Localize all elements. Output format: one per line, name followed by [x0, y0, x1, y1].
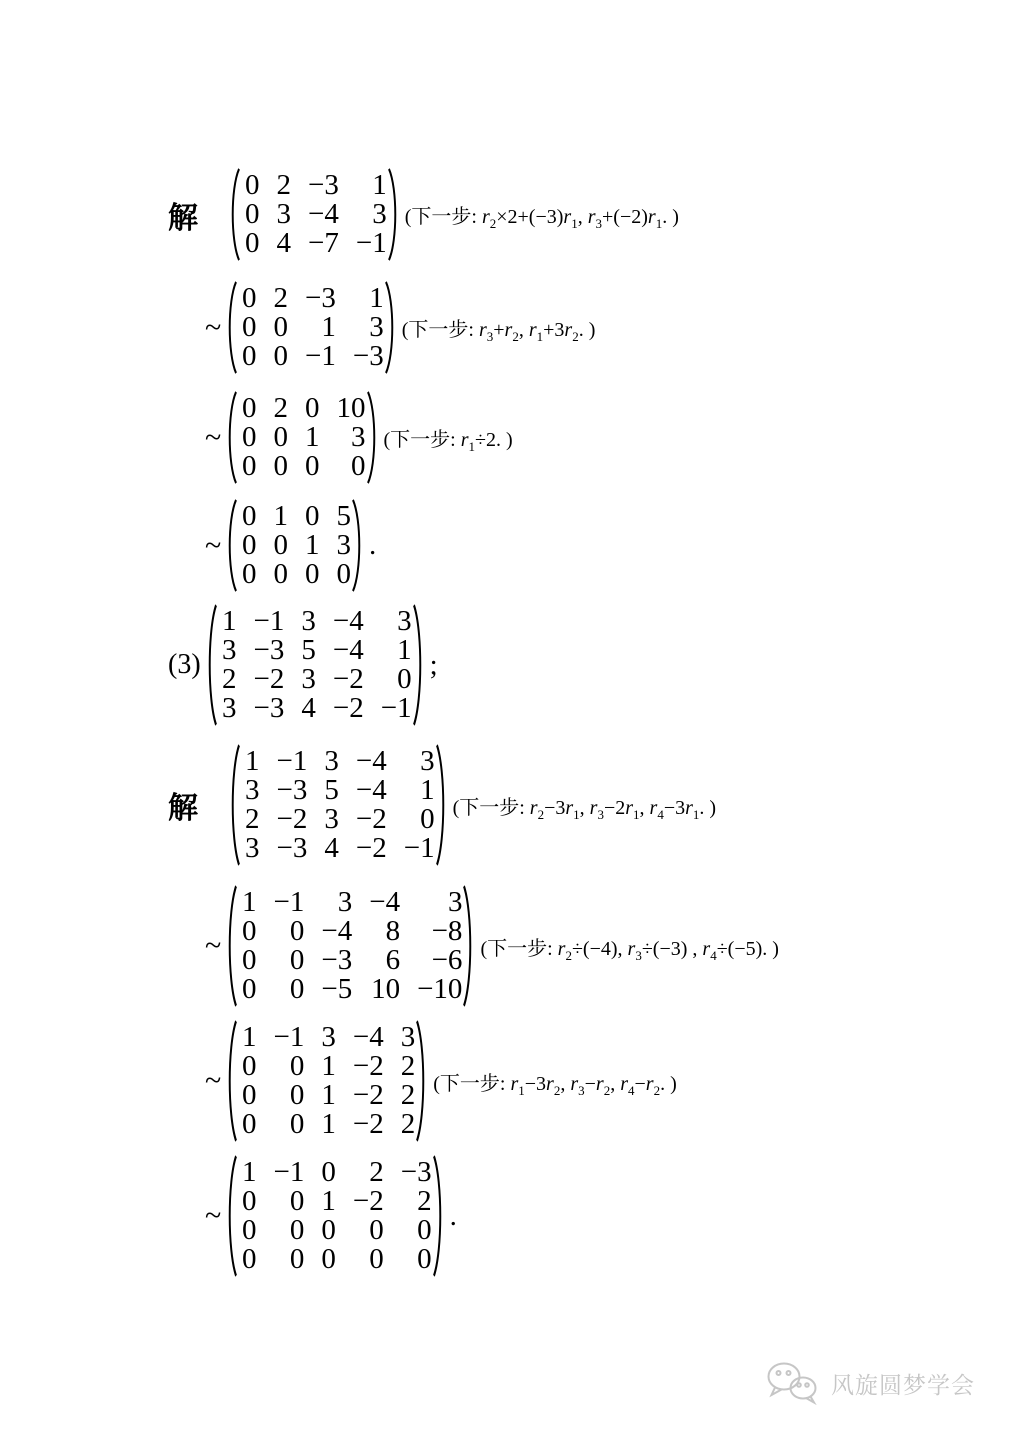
matrix-cell: −10	[417, 973, 463, 1005]
matrix-cell: 0	[305, 500, 320, 532]
solution-step	[168, 168, 1011, 261]
matrix-cell: 0	[242, 421, 257, 453]
matrix-cell: 3	[397, 605, 412, 637]
matrix-cell: −2	[352, 1185, 384, 1217]
matrix-cell: 3	[301, 663, 316, 695]
matrix-right-paren-icon	[351, 499, 364, 592]
matrix-cell: 0	[242, 529, 257, 561]
matrix-cell: 0	[242, 1185, 257, 1217]
matrix-cell: 0	[397, 663, 412, 695]
matrix-cell: 3	[321, 1021, 336, 1053]
matrix-cell: 3	[420, 745, 435, 777]
matrix-cell: 1	[321, 1108, 336, 1140]
matrix	[225, 1155, 445, 1277]
matrix-cell: 3	[372, 198, 387, 230]
matrix-left-paren-icon	[225, 1155, 238, 1277]
matrix-cell: 0	[417, 1214, 432, 1246]
matrix-cell: 1	[321, 1185, 336, 1217]
matrix-cell: 1	[273, 500, 288, 532]
matrix-cell: 0	[245, 169, 260, 201]
matrix-cell: 1	[242, 1156, 257, 1188]
matrix-cell: −1	[380, 692, 412, 724]
matrix-cell: 0	[369, 1243, 384, 1275]
matrix-left-paren-icon	[225, 391, 238, 484]
tilde-operator: ~	[205, 1064, 222, 1097]
solution-step	[205, 499, 1011, 592]
matrix-left-paren-icon	[228, 744, 241, 866]
matrix-cell: 1	[397, 634, 412, 666]
solution-step	[168, 604, 1011, 726]
matrix-cell: −1	[355, 227, 387, 259]
matrix	[205, 604, 425, 726]
matrix-cell: 1	[242, 1021, 257, 1053]
matrix-cell: 0	[273, 450, 288, 482]
matrix-left-paren-icon	[228, 168, 241, 261]
matrix-cell: −2	[352, 1050, 384, 1082]
matrix-cell: 0	[242, 1050, 257, 1082]
matrix-cell: −3	[305, 282, 336, 314]
matrix-right-paren-icon	[366, 391, 379, 484]
matrix-cell: 0	[242, 500, 257, 532]
matrix-cell: 0	[321, 1214, 336, 1246]
matrix-cell: 0	[321, 1156, 336, 1188]
matrix-cell: −2	[355, 832, 387, 864]
matrix-cell: 0	[242, 1243, 257, 1275]
matrix-cell: 1	[222, 605, 237, 637]
matrix-cell: 3	[324, 745, 339, 777]
matrix-cell: 0	[273, 311, 288, 343]
matrix-cell: 2	[273, 282, 288, 314]
matrix-right-paren-icon	[432, 1155, 445, 1277]
tilde-operator: ~	[205, 420, 222, 454]
matrix-cell: 0	[420, 803, 435, 835]
matrix-cell: 1	[305, 421, 320, 453]
solution-step	[168, 744, 1011, 866]
matrix-cell: 0	[305, 392, 320, 424]
matrix-cell: 2	[222, 663, 237, 695]
matrix-cell: 3	[301, 605, 316, 637]
matrix-cell: −4	[355, 774, 387, 806]
matrix-cell: 3	[337, 886, 353, 918]
matrix-cell: −6	[431, 944, 463, 976]
matrix-cell: −3	[400, 1156, 432, 1188]
matrix-cell: 0	[242, 282, 257, 314]
matrix-cell: 5	[324, 774, 339, 806]
matrix-right-paren-icon	[415, 1020, 428, 1142]
matrix-cell: 2	[245, 803, 260, 835]
matrix-cell: −2	[355, 803, 387, 835]
matrix-cell: 0	[273, 529, 288, 561]
matrix-cell: −8	[431, 915, 463, 947]
matrix-cell: 2	[400, 1079, 416, 1111]
matrix-cell: 2	[400, 1108, 416, 1140]
matrix-cell: 5	[336, 500, 351, 532]
matrix-cell: 0	[242, 973, 257, 1005]
matrix-cell: 1	[321, 1050, 336, 1082]
matrix-cell: 0	[289, 1050, 305, 1082]
matrix-cell: 3	[276, 198, 291, 230]
matrix-cell: −1	[273, 1156, 305, 1188]
matrix-cell: 0	[369, 1214, 384, 1246]
matrix-cell: 0	[321, 1243, 336, 1275]
matrix-cell: −2	[352, 1108, 384, 1140]
step-tail: .	[449, 1199, 457, 1232]
matrix-cell: 0	[245, 227, 260, 259]
matrix-cell: 0	[417, 1243, 432, 1275]
matrix-cell: 0	[242, 1108, 257, 1140]
matrix-cell: 0	[289, 973, 305, 1005]
matrix-cell: 1	[420, 774, 435, 806]
matrix-cell: 10	[336, 392, 366, 424]
matrix-grid	[238, 1155, 432, 1277]
step-annotation: (下一步: $r_2\times 2+(-3)r_1$, $r_3+(-2)r_1$. )	[404, 206, 679, 231]
item-number: (3)	[168, 649, 201, 680]
step-annotation: (下一步: $r_3+r_2$, $r_1+3r_2$. )	[401, 319, 596, 344]
matrix-left-paren-icon	[225, 885, 238, 1007]
matrix	[228, 168, 400, 261]
matrix-right-paren-icon	[387, 168, 400, 261]
matrix-cell: 1	[245, 745, 260, 777]
matrix-cell: 1	[242, 886, 257, 918]
matrix-cell: −4	[321, 915, 353, 947]
matrix-cell: 3	[369, 311, 384, 343]
matrix-grid	[238, 1020, 415, 1142]
matrix-cell: −3	[253, 634, 285, 666]
matrix-cell: 0	[305, 450, 320, 482]
matrix-cell: −3	[276, 832, 308, 864]
matrix-cell: 0	[336, 558, 351, 590]
matrix-grid	[241, 168, 387, 261]
matrix-cell: −2	[253, 663, 285, 695]
solution-label: 解	[168, 792, 198, 825]
matrix-right-paren-icon	[462, 885, 475, 1007]
matrix-cell: 0	[242, 1214, 257, 1246]
matrix-cell: 0	[289, 1079, 305, 1111]
matrix-cell: −3	[321, 944, 353, 976]
matrix-right-paren-icon	[384, 281, 397, 374]
matrix-cell: −4	[369, 886, 401, 918]
tilde-operator: ~	[205, 1199, 222, 1232]
matrix-cell: 0	[289, 1108, 305, 1140]
matrix-cell: 1	[321, 1079, 336, 1111]
wechat-logo-icon	[765, 1361, 821, 1405]
matrix-cell: 2	[417, 1185, 432, 1217]
matrix-cell: −3	[352, 340, 384, 372]
step-annotation: (下一步: $r_2\div(-4)$, $r_3\div(-3)$ , $r_4\div(-5)$. )	[480, 937, 779, 963]
matrix-cell: 3	[336, 529, 351, 561]
matrix-cell: 0	[245, 198, 260, 230]
matrix-cell: −1	[403, 832, 435, 864]
matrix-cell: 0	[242, 944, 257, 976]
matrix-cell: −5	[321, 973, 353, 1005]
matrix-left-paren-icon	[225, 499, 238, 592]
matrix-cell: 0	[289, 1243, 305, 1275]
matrix-cell: 4	[301, 692, 316, 724]
matrix-grid	[238, 499, 351, 592]
step-tail: ;	[429, 648, 438, 681]
matrix-cell: 0	[273, 340, 288, 372]
matrix-cell: 1	[372, 169, 387, 201]
matrix-cell: 0	[289, 915, 305, 947]
matrix-cell: −1	[276, 745, 308, 777]
matrix-cell: −1	[253, 605, 285, 637]
matrix-cell: 0	[242, 558, 257, 590]
matrix-cell: 0	[242, 311, 257, 343]
matrix-cell: 0	[305, 558, 320, 590]
matrix-cell: −1	[305, 340, 336, 372]
matrix-cell: 3	[400, 1021, 416, 1053]
matrix-cell: −4	[308, 198, 339, 230]
matrix-cell: −4	[355, 745, 387, 777]
matrix-right-paren-icon	[412, 604, 425, 726]
matrix-cell: −2	[276, 803, 308, 835]
matrix-cell: 0	[289, 1185, 305, 1217]
watermark	[765, 1361, 975, 1405]
solution-step	[205, 885, 1011, 1007]
matrix-cell: −4	[332, 634, 364, 666]
matrix-grid	[241, 744, 435, 866]
matrix-cell: 0	[273, 558, 288, 590]
matrix-cell: 0	[242, 450, 257, 482]
tilde-operator: ~	[205, 528, 222, 562]
matrix-cell: 2	[400, 1050, 416, 1082]
matrix-cell: 1	[321, 311, 336, 343]
matrix-cell: 0	[242, 340, 257, 372]
matrix-grid	[238, 885, 462, 1007]
tilde-operator: ~	[205, 929, 222, 962]
matrix-cell: −4	[352, 1021, 384, 1053]
matrix-cell: 3	[245, 774, 260, 806]
matrix	[225, 499, 364, 592]
matrix-cell: 3	[324, 803, 339, 835]
matrix-cell: −2	[332, 663, 364, 695]
matrix-cell: −1	[273, 886, 305, 918]
matrix-cell: 0	[351, 450, 366, 482]
matrix-cell: 4	[276, 227, 291, 259]
matrix-cell: −4	[332, 605, 364, 637]
solution-label: 解	[168, 201, 198, 235]
matrix-cell: 10	[371, 973, 401, 1005]
matrix-left-paren-icon	[225, 1020, 238, 1142]
watermark-text: 风旋圆梦学会	[831, 1371, 975, 1398]
matrix-cell: −2	[352, 1079, 384, 1111]
tilde-operator: ~	[205, 310, 222, 344]
matrix-grid	[238, 281, 384, 374]
matrix	[225, 391, 379, 484]
matrix-right-paren-icon	[435, 744, 448, 866]
solution-step	[205, 281, 1011, 374]
matrix-cell: −3	[276, 774, 308, 806]
matrix-cell: 1	[369, 282, 384, 314]
matrix-cell: 2	[273, 392, 288, 424]
solution-step	[205, 1020, 1011, 1142]
matrix-cell: 0	[242, 1079, 257, 1111]
solution-step	[205, 1155, 1011, 1277]
matrix-cell: 3	[351, 421, 366, 453]
matrix-cell: 6	[385, 944, 401, 976]
matrix-cell: 0	[242, 915, 257, 947]
step-tail: .	[369, 529, 377, 561]
matrix-left-paren-icon	[205, 604, 218, 726]
matrix-cell: 1	[305, 529, 320, 561]
matrix-cell: 2	[276, 169, 291, 201]
matrix-cell: 0	[289, 944, 305, 976]
matrix-cell: 3	[447, 886, 463, 918]
matrix	[225, 1020, 428, 1142]
matrix-cell: 0	[273, 421, 288, 453]
matrix-cell: 5	[301, 634, 316, 666]
step-annotation: (下一步: $r_1-3r_2$, $r_3-r_2$, $r_4-r_2$. )	[433, 1072, 677, 1098]
step-annotation: (下一步: $r_1\div 2$. )	[383, 429, 513, 454]
matrix-cell: 0	[289, 1214, 305, 1246]
matrix	[225, 281, 397, 374]
matrix-cell: 0	[242, 392, 257, 424]
matrix-grid	[218, 604, 412, 726]
matrix-cell: 8	[385, 915, 401, 947]
matrix-cell: 3	[222, 634, 237, 666]
matrix-cell: −3	[308, 169, 339, 201]
solution-step	[205, 391, 1011, 484]
matrix-cell: −2	[332, 692, 364, 724]
matrix-cell: −1	[273, 1021, 305, 1053]
matrix-cell: −3	[253, 692, 285, 724]
matrix	[228, 744, 448, 866]
matrix-left-paren-icon	[225, 281, 238, 374]
matrix-cell: 4	[324, 832, 339, 864]
matrix-cell: −7	[308, 227, 339, 259]
step-annotation: (下一步: $r_2-3r_1$, $r_3-2r_1$, $r_4-3r_1$. )	[452, 796, 717, 822]
matrix-cell: 3	[222, 692, 237, 724]
matrix-grid	[238, 391, 366, 484]
matrix-cell: 2	[369, 1156, 384, 1188]
matrix	[225, 885, 475, 1007]
matrix-cell: 3	[245, 832, 260, 864]
